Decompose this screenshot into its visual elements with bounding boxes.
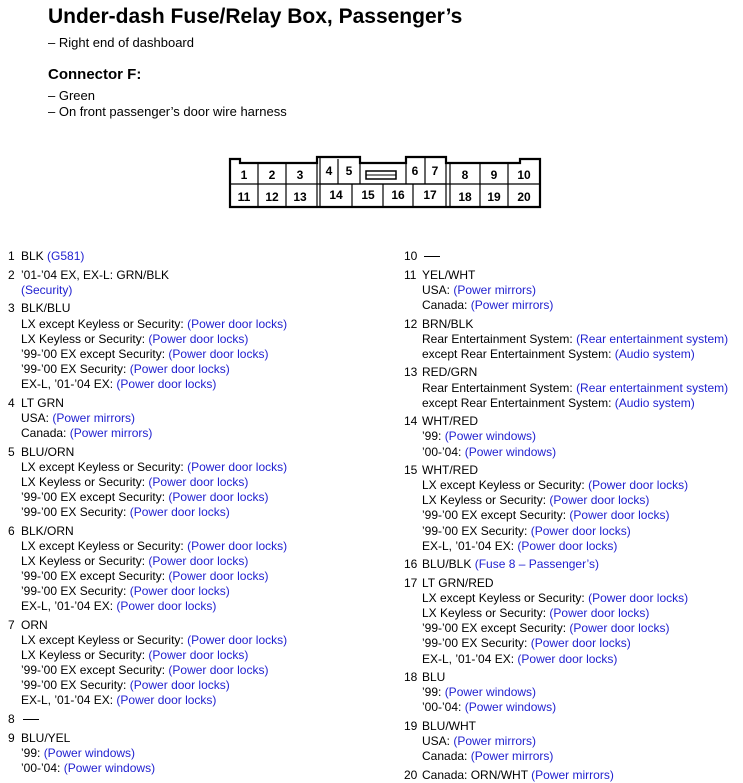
pin-detail-text: ’99-’00 EX except Security:: [21, 489, 169, 504]
pin-number: 5: [8, 444, 15, 459]
pin-detail-text: ’99:: [422, 429, 445, 444]
pin-detail-line: [21, 618, 378, 633]
pin-detail-line: [422, 381, 740, 396]
circuit-reference-link[interactable]: (Power door locks): [129, 583, 230, 598]
pin-detail-text: LX except Keyless or Security:: [422, 478, 589, 493]
pin-detail-line: [422, 493, 740, 508]
circuit-reference-link[interactable]: (Power mirrors): [52, 410, 136, 425]
pin-entry: [8, 524, 378, 615]
pin-entry: [404, 576, 740, 667]
pin-detail-line: [21, 460, 378, 475]
pin-detail-text: ’01-’04 EX, EX-L: GRN/BLK: [21, 267, 170, 282]
pin-detail-text: BLU/WHT: [422, 719, 476, 734]
circuit-reference-link[interactable]: (Power door locks): [530, 523, 631, 538]
circuit-reference-link[interactable]: (Power windows): [63, 760, 156, 775]
connector-pin-label: 16: [391, 188, 405, 202]
circuit-reference-link[interactable]: (Power windows): [43, 745, 136, 760]
circuit-reference-link[interactable]: (Power door locks): [530, 636, 631, 651]
pin-detail-line: [21, 678, 378, 693]
pin-detail-line: [422, 652, 740, 667]
pin-number: 19: [404, 719, 418, 734]
circuit-reference-link[interactable]: (Power door locks): [129, 678, 230, 693]
pin-detail-text: BLU: [422, 670, 446, 685]
pin-detail-text: EX-L, ’01-’04 EX:: [21, 599, 117, 614]
pin-number: 16: [404, 557, 418, 572]
circuit-reference-link[interactable]: (Power door locks): [187, 632, 288, 647]
connector-pin-label: 13: [293, 190, 307, 204]
pin-detail-line: [422, 283, 740, 298]
connector-color-note: – Green: [48, 88, 95, 103]
unused-pin-line: [422, 249, 740, 264]
pin-detail-text: USA:: [21, 410, 53, 425]
connector-pin-label: 5: [345, 164, 353, 178]
connector-pin-label: 19: [487, 190, 501, 204]
pin-detail-line: [21, 445, 378, 460]
pin-detail-text: EX-L, ’01-’04 EX:: [21, 693, 117, 708]
pin-number: 14: [404, 414, 418, 429]
pin-detail-text: LX Keyless or Security:: [21, 553, 149, 568]
connector-pin-label: 18: [458, 190, 472, 204]
circuit-reference-link[interactable]: (Power door locks): [549, 493, 650, 508]
pin-detail-line: [422, 365, 740, 380]
circuit-reference-link[interactable]: (Power door locks): [569, 508, 670, 523]
connector-pin-label: 4: [325, 164, 333, 178]
pin-detail-line: [422, 539, 740, 554]
connector-pin-label: 2: [268, 168, 276, 182]
pin-detail-line: [21, 569, 378, 584]
pin-detail-text: LX except Keyless or Security:: [21, 538, 188, 553]
pin-entry: [404, 768, 740, 783]
pin-detail-line: [422, 621, 740, 636]
pin-detail-text: Canada: ORN/WHT: [422, 767, 532, 782]
pin-detail-line: [21, 693, 378, 708]
connector-pin-label: 20: [517, 190, 531, 204]
circuit-reference-link[interactable]: (Power door locks): [569, 621, 670, 636]
circuit-reference-link[interactable]: (Power door locks): [168, 568, 269, 583]
connector-pin-label: 14: [329, 188, 343, 202]
pin-detail-text: ’99-’00 EX Security:: [21, 361, 130, 376]
pin-detail-line: [21, 648, 378, 663]
circuit-reference-link[interactable]: (Power mirrors): [69, 425, 153, 440]
pin-detail-line: [21, 584, 378, 599]
pin-detail-text: ’99-’00 EX Security:: [21, 504, 130, 519]
pin-entry: [8, 396, 378, 441]
pin-entry: [8, 445, 378, 520]
pin-detail-line: [21, 599, 378, 614]
connector-pin-label: 3: [296, 168, 304, 182]
pin-detail-text: ’99-’00 EX except Security:: [21, 663, 169, 677]
pin-detail-text: BLU/ORN: [21, 444, 75, 459]
pin-number: 17: [404, 576, 418, 591]
pin-detail-line: [422, 576, 740, 591]
pin-detail-line: [422, 332, 740, 347]
unused-dash: [424, 256, 440, 257]
pin-detail-line: [422, 606, 740, 621]
pin-detail-line: [422, 524, 740, 539]
unused-dash: [23, 719, 39, 720]
pin-detail-line: [422, 685, 740, 700]
location-note: – Right end of dashboard: [48, 35, 194, 50]
circuit-reference-link[interactable]: (Power door locks): [517, 651, 618, 666]
pin-detail-line: [21, 490, 378, 505]
circuit-reference-link[interactable]: (Power door locks): [148, 331, 249, 346]
pin-detail-text: ’00-’04:: [422, 444, 465, 459]
pin-detail-text: ORN: [21, 617, 48, 632]
circuit-reference-link[interactable]: (Power windows): [444, 429, 537, 444]
circuit-reference-link[interactable]: (Power door locks): [588, 591, 689, 606]
connector-pin-label: 6: [411, 164, 419, 178]
pin-number: 1: [8, 249, 15, 263]
pin-list-right: [404, 249, 740, 783]
pin-detail-text: LX except Keyless or Security:: [422, 591, 589, 606]
pin-detail-text: ’99:: [21, 745, 44, 760]
pin-detail-text: LX except Keyless or Security:: [21, 459, 188, 474]
pin-detail-line: [422, 298, 740, 313]
pin-detail-text: BLK/ORN: [21, 523, 74, 538]
connector-diagram: [228, 155, 544, 211]
pin-detail-text: ’99-’00 EX Security:: [422, 636, 531, 651]
circuit-reference-link[interactable]: (Power mirrors): [453, 734, 537, 749]
pin-detail-line: [422, 768, 740, 783]
pin-detail-text: LX Keyless or Security:: [21, 331, 149, 346]
circuit-reference-link[interactable]: (Power door locks): [148, 647, 249, 662]
pin-detail-line: [422, 557, 740, 572]
circuit-reference-link[interactable]: (Security): [21, 282, 73, 297]
circuit-reference-link[interactable]: (Power door locks): [517, 538, 618, 553]
pin-number: 4: [8, 395, 15, 410]
circuit-reference-link[interactable]: (Power mirrors): [470, 749, 554, 764]
circuit-reference-link[interactable]: (Power door locks): [129, 361, 230, 376]
pin-number: 18: [404, 670, 418, 685]
pin-detail-line: [422, 347, 740, 362]
pin-detail-line: [422, 414, 740, 429]
pin-entry: [404, 249, 740, 264]
pin-detail-text: Rear Entertainment System:: [422, 331, 577, 346]
pin-detail-text: USA:: [422, 734, 454, 749]
pin-entry: [404, 365, 740, 410]
pin-detail-text: ’00-’04:: [422, 700, 465, 715]
pin-detail-text: LX Keyless or Security:: [422, 493, 550, 508]
circuit-reference-link[interactable]: (Rear entertainment system): [576, 380, 729, 395]
pin-detail-line: [21, 283, 378, 298]
pin-entry: [404, 557, 740, 572]
pin-detail-text: ’99-’00 EX except Security:: [422, 621, 570, 636]
pin-detail-line: [21, 301, 378, 316]
pin-detail-text: ’99:: [422, 685, 445, 700]
connector-pin-label: 15: [361, 188, 375, 202]
unused-pin-line: [21, 712, 378, 727]
pin-entry: [404, 719, 740, 764]
pin-detail-line: [21, 426, 378, 441]
pin-detail-text: Canada:: [21, 425, 70, 440]
pin-detail-line: [422, 478, 740, 493]
pin-detail-line: [21, 761, 378, 776]
pin-entry: [404, 463, 740, 554]
circuit-reference-link[interactable]: (Power door locks): [168, 489, 269, 504]
circuit-reference-link[interactable]: (Power door locks): [187, 538, 288, 553]
pin-detail-line: [422, 591, 740, 606]
pin-detail-line: [422, 670, 740, 685]
pin-detail-line: [422, 396, 740, 411]
pin-detail-text: LT GRN/RED: [422, 576, 494, 591]
circuit-reference-link[interactable]: (Power door locks): [116, 376, 217, 391]
pin-number: 12: [404, 316, 418, 331]
circuit-reference-link[interactable]: (Power windows): [464, 700, 557, 715]
pin-number: 8: [8, 711, 15, 726]
pin-detail-line: [21, 317, 378, 332]
circuit-reference-link[interactable]: (Fuse 8 – Passenger’s): [474, 557, 599, 572]
pin-detail-line: [21, 268, 378, 283]
pin-detail-line: [422, 636, 740, 651]
circuit-reference-link[interactable]: (Power windows): [464, 444, 557, 459]
connector-pin-label: 1: [240, 168, 248, 182]
pin-detail-text: LX Keyless or Security:: [422, 606, 550, 621]
pin-detail-line: [422, 719, 740, 734]
pin-detail-text: EX-L, ’01-’04 EX:: [422, 651, 518, 666]
connector-pin-label: 9: [490, 168, 498, 182]
page-title: Under-dash Fuse/Relay Box, Passenger’s: [48, 5, 463, 28]
pin-detail-text: YEL/WHT: [422, 267, 476, 282]
pin-detail-text: ’99-’00 EX Security:: [21, 678, 130, 693]
pin-detail-text: LX except Keyless or Security:: [21, 632, 188, 647]
pin-detail-line: [21, 249, 378, 264]
pin-number: 9: [8, 730, 15, 745]
pin-detail-line: [21, 633, 378, 648]
pin-detail-line: [21, 746, 378, 761]
pin-detail-line: [422, 317, 740, 332]
circuit-reference-link[interactable]: (Power door locks): [129, 504, 230, 519]
pin-detail-line: [21, 731, 378, 746]
connector-pin-label: 7: [431, 164, 439, 178]
pin-number: 2: [8, 267, 15, 282]
circuit-reference-link[interactable]: (Power mirrors): [531, 767, 614, 782]
pin-number: 3: [8, 301, 15, 316]
pin-number: 15: [404, 463, 418, 478]
pin-detail-text: ’99-’00 EX except Security:: [21, 568, 169, 583]
pin-entry: [404, 670, 740, 715]
pin-detail-line: [21, 663, 378, 678]
pin-detail-line: [21, 362, 378, 377]
circuit-reference-link[interactable]: (Power mirrors): [453, 282, 537, 297]
pin-detail-text: WHT/RED: [422, 414, 478, 429]
pin-entry: [8, 731, 378, 776]
circuit-reference-link[interactable]: (Power door locks): [168, 346, 269, 361]
pin-detail-text: LX Keyless or Security:: [21, 647, 149, 662]
pin-number: 13: [404, 365, 418, 380]
connector-pin-label: 12: [265, 190, 279, 204]
pin-detail-text: ’99-’00 EX Security:: [21, 583, 130, 598]
pin-detail-text: BLU/YEL: [21, 730, 71, 745]
pin-detail-text: Rear Entertainment System:: [422, 380, 577, 395]
pin-detail-text: Canada:: [422, 749, 471, 764]
pin-detail-line: [21, 539, 378, 554]
pin-detail-line: [422, 463, 740, 478]
pin-detail-text: RED/GRN: [422, 365, 478, 380]
pin-detail-line: [422, 749, 740, 764]
pin-detail-text: except Rear Entertainment System:: [422, 395, 615, 410]
pin-detail-line: [21, 505, 378, 520]
circuit-reference-link[interactable]: (Power door locks): [168, 663, 269, 677]
pin-detail-text: LX Keyless or Security:: [21, 474, 149, 489]
pin-detail-line: [21, 554, 378, 569]
pin-detail-line: [422, 429, 740, 444]
pin-list-left: [8, 249, 378, 776]
pin-detail-text: BLK/BLU: [21, 301, 71, 316]
pin-number: 10: [404, 249, 418, 263]
pin-entry: [8, 268, 378, 298]
pin-detail-text: ’99-’00 EX Security:: [422, 523, 531, 538]
pin-detail-text: Canada:: [422, 297, 471, 312]
pin-entry: [8, 712, 378, 727]
pin-detail-text: LT GRN: [21, 395, 64, 410]
circuit-reference-link[interactable]: (Audio system): [614, 346, 695, 361]
pin-detail-text: EX-L, ’01-’04 EX:: [21, 376, 117, 391]
pin-detail-line: [21, 524, 378, 539]
connector-pin-label: 8: [461, 168, 469, 182]
pin-number: 7: [8, 617, 15, 632]
circuit-reference-link[interactable]: (Power door locks): [187, 316, 288, 331]
pin-entry: [404, 414, 740, 459]
connector-title: Connector F:: [48, 66, 142, 83]
circuit-reference-link[interactable]: (Power door locks): [148, 474, 249, 489]
pin-detail-line: [21, 377, 378, 392]
circuit-reference-link[interactable]: (Rear entertainment system): [576, 331, 729, 346]
circuit-reference-link[interactable]: (Audio system): [614, 395, 695, 410]
connector-pin-label: 17: [423, 188, 437, 202]
pin-detail-line: [422, 268, 740, 283]
pin-detail-line: [422, 700, 740, 715]
pin-detail-line: [21, 411, 378, 426]
pin-entry: [8, 249, 378, 264]
pin-number: 20: [404, 767, 418, 782]
pin-number: 6: [8, 523, 15, 538]
pin-detail-text: USA:: [422, 282, 454, 297]
pin-detail-text: ’99-’00 EX except Security:: [21, 346, 169, 361]
pin-detail-line: [21, 396, 378, 411]
pin-detail-text: EX-L, ’01-’04 EX:: [422, 538, 518, 553]
pin-number: 11: [404, 267, 417, 282]
connector-pin-label: 10: [517, 168, 531, 182]
circuit-reference-link[interactable]: (Power door locks): [588, 478, 689, 493]
pin-detail-text: BLU/BLK: [422, 557, 475, 572]
circuit-reference-link[interactable]: (Power windows): [444, 685, 537, 700]
pin-detail-text: BLK: [21, 249, 48, 263]
pin-entry: [404, 317, 740, 362]
circuit-reference-link[interactable]: (Power mirrors): [470, 297, 554, 312]
pin-detail-line: [422, 445, 740, 460]
circuit-reference-link[interactable]: (Power door locks): [549, 606, 650, 621]
pin-detail-line: [21, 347, 378, 362]
circuit-reference-link[interactable]: (Power door locks): [187, 459, 288, 474]
circuit-reference-link[interactable]: (Power door locks): [116, 693, 217, 708]
circuit-reference-link[interactable]: (Power door locks): [116, 599, 217, 614]
pin-detail-line: [21, 332, 378, 347]
connector-location-note: – On front passenger’s door wire harness: [48, 104, 287, 119]
pin-detail-text: ’00-’04:: [21, 760, 64, 775]
circuit-reference-link[interactable]: (G581): [47, 249, 85, 263]
pin-detail-text: ’99-’00 EX except Security:: [422, 508, 570, 523]
pin-entry: [8, 301, 378, 392]
pin-detail-text: LX except Keyless or Security:: [21, 316, 188, 331]
pin-detail-line: [422, 508, 740, 523]
pin-detail-text: WHT/RED: [422, 463, 478, 478]
circuit-reference-link[interactable]: (Power door locks): [148, 553, 249, 568]
connector-pin-label: 11: [237, 190, 251, 204]
pin-detail-line: [422, 734, 740, 749]
pin-detail-line: [21, 475, 378, 490]
pin-detail-text: except Rear Entertainment System:: [422, 346, 615, 361]
pin-detail-text: BRN/BLK: [422, 316, 474, 331]
pin-entry: [404, 268, 740, 313]
pin-entry: [8, 618, 378, 709]
